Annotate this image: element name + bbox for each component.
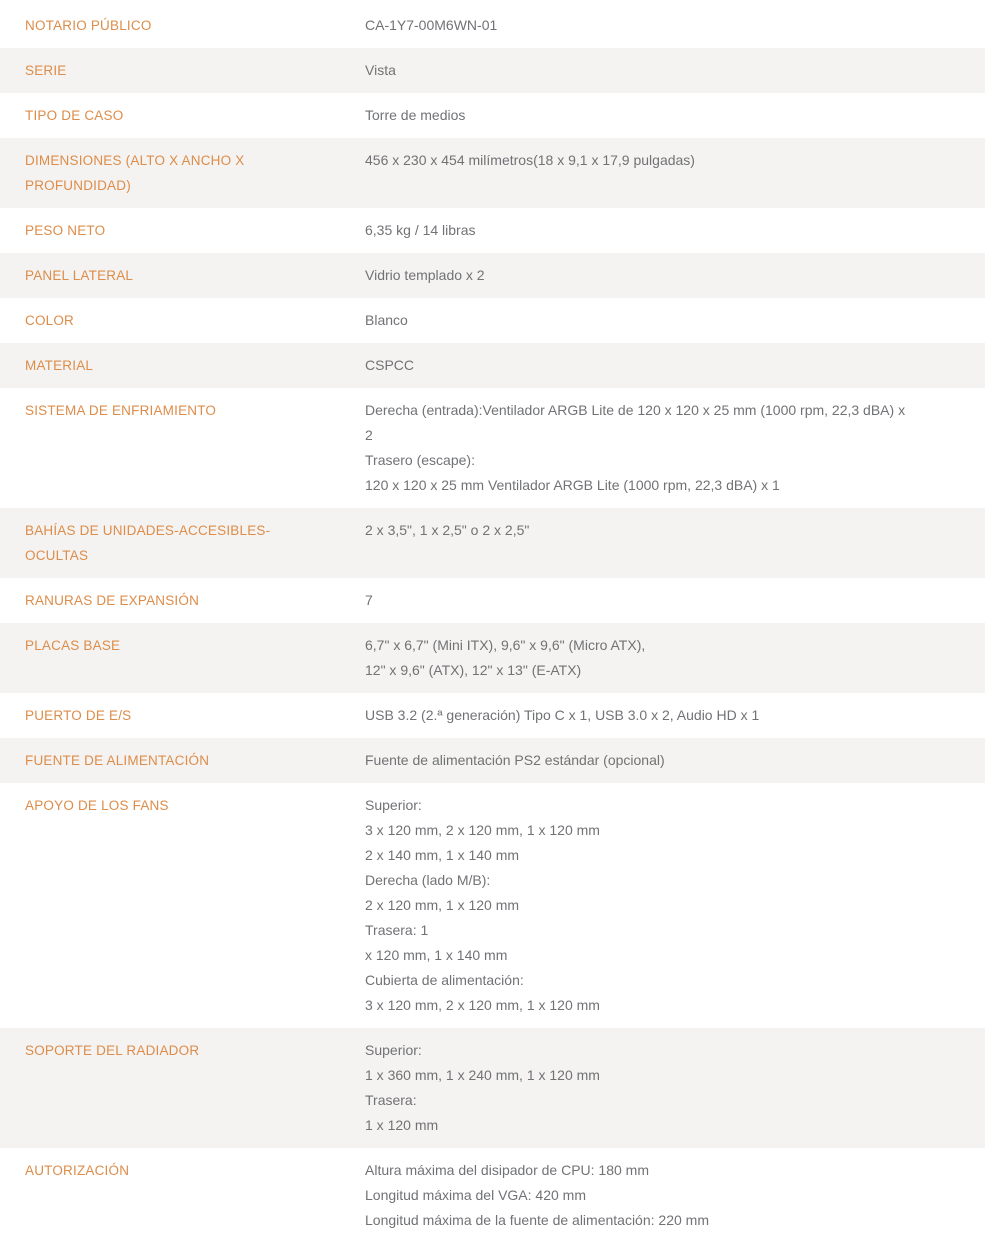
spec-value-line: USB 3.2 (2.ª generación) Tipo C x 1, USB 3.0 x 2, Audio HD x 1: [365, 707, 760, 723]
spec-value: [330, 1038, 985, 1138]
spec-value-line: Derecha (entrada):Ventilador ARGB Lite de 120 x 120 x 25 mm (1000 rpm, 22,3 dBA) x: [365, 402, 906, 418]
spec-label: SERIE: [25, 63, 67, 78]
spec-value-line: 7: [365, 592, 373, 608]
spec-label: BAHÍAS DE UNIDADES-ACCESIBLES-OCULTAS: [25, 523, 271, 563]
spec-value: [330, 263, 985, 288]
spec-row: [0, 3, 985, 48]
spec-value: [330, 1158, 985, 1233]
spec-value-line: Altura máxima del disipador de CPU: 180 mm: [365, 1162, 650, 1178]
spec-row: [0, 93, 985, 138]
spec-value: [330, 13, 985, 38]
spec-label: PLACAS BASE: [25, 638, 121, 653]
spec-value-line: Cubierta de alimentación:: [365, 972, 524, 988]
spec-label: FUENTE DE ALIMENTACIÓN: [25, 753, 210, 768]
spec-value-line: Trasera:: [365, 1092, 417, 1108]
spec-value: [330, 588, 985, 613]
spec-value: [330, 793, 985, 1018]
spec-row: [0, 783, 985, 1028]
spec-label: RANURAS DE EXPANSIÓN: [25, 593, 200, 608]
spec-value: [330, 218, 985, 243]
spec-row: [0, 1028, 985, 1148]
spec-value-line: 6,35 kg / 14 libras: [365, 222, 476, 238]
spec-value: [330, 103, 985, 128]
spec-row: [0, 208, 985, 253]
spec-value-line: 2 x 120 mm, 1 x 120 mm: [365, 897, 520, 913]
spec-value-line: Blanco: [365, 312, 408, 328]
spec-value-line: Derecha (lado M/B):: [365, 872, 491, 888]
spec-label: AUTORIZACIÓN: [25, 1163, 130, 1178]
spec-value-line: Fuente de alimentación PS2 estándar (opcional): [365, 752, 665, 768]
spec-row: [0, 693, 985, 738]
spec-value: [330, 308, 985, 333]
spec-value-line: Longitud máxima de la fuente de alimentación: 220 mm: [365, 1212, 709, 1228]
spec-row: [0, 623, 985, 693]
spec-value: [330, 518, 985, 543]
spec-row: [0, 48, 985, 93]
spec-row: [0, 738, 985, 783]
spec-value-line: 2 x 140 mm, 1 x 140 mm: [365, 847, 520, 863]
spec-value-line: Longitud máxima del VGA: 420 mm: [365, 1187, 586, 1203]
spec-value-line: Trasera: 1: [365, 922, 429, 938]
spec-label: NOTARIO PÚBLICO: [25, 18, 152, 33]
spec-value: [330, 748, 985, 773]
spec-value-line: 2: [365, 427, 373, 443]
spec-value: [330, 353, 985, 378]
spec-value: [330, 148, 985, 173]
spec-value-line: Vidrio templado x 2: [365, 267, 485, 283]
spec-label: SOPORTE DEL RADIADOR: [25, 1043, 200, 1058]
spec-label: APOYO DE LOS FANS: [25, 798, 169, 813]
spec-value-line: x 120 mm, 1 x 140 mm: [365, 947, 508, 963]
spec-value-line: 3 x 120 mm, 2 x 120 mm, 1 x 120 mm: [365, 997, 600, 1013]
spec-value: [330, 58, 985, 83]
spec-row: [0, 388, 985, 508]
spec-value-line: 12" x 9,6" (ATX), 12" x 13" (E-ATX): [365, 662, 582, 678]
spec-row: [0, 508, 985, 578]
spec-value-line: Torre de medios: [365, 107, 466, 123]
spec-value-line: Superior:: [365, 1042, 422, 1058]
spec-value-line: 1 x 120 mm: [365, 1117, 439, 1133]
spec-value-line: Superior:: [365, 797, 422, 813]
spec-label: PUERTO DE E/S: [25, 708, 132, 723]
spec-row: [0, 1148, 985, 1243]
spec-label: DIMENSIONES (ALTO X ANCHO X PROFUNDIDAD): [25, 153, 245, 193]
spec-row: [0, 343, 985, 388]
spec-value-line: 3 x 120 mm, 2 x 120 mm, 1 x 120 mm: [365, 822, 600, 838]
spec-value-line: Trasero (escape):: [365, 452, 475, 468]
spec-value-line: 2 x 3,5", 1 x 2,5" o 2 x 2,5": [365, 522, 530, 538]
spec-value: [330, 703, 985, 728]
spec-value-line: 6,7" x 6,7" (Mini ITX), 9,6" x 9,6" (Micro ATX),: [365, 637, 646, 653]
spec-row: [0, 138, 985, 208]
spec-row: [0, 298, 985, 343]
spec-value-line: CA-1Y7-00M6WN-01: [365, 17, 498, 33]
spec-label: PESO NETO: [25, 223, 106, 238]
spec-label: MATERIAL: [25, 358, 94, 373]
spec-label: SISTEMA DE ENFRIAMIENTO: [25, 403, 217, 418]
spec-label: PANEL LATERAL: [25, 268, 134, 283]
spec-value-line: 1 x 360 mm, 1 x 240 mm, 1 x 120 mm: [365, 1067, 600, 1083]
spec-row: [0, 578, 985, 623]
spec-value: [330, 398, 985, 498]
spec-value-line: 456 x 230 x 454 milímetros(18 x 9,1 x 17,9 pulgadas): [365, 152, 695, 168]
spec-value-line: Vista: [365, 62, 396, 78]
spec-value-line: CSPCC: [365, 357, 415, 373]
spec-row: [0, 253, 985, 298]
spec-label: COLOR: [25, 313, 75, 328]
spec-value-line: 120 x 120 x 25 mm Ventilador ARGB Lite (1000 rpm, 22,3 dBA) x 1: [365, 477, 780, 493]
spec-label: TIPO DE CASO: [25, 108, 124, 123]
spec-value: [330, 633, 985, 683]
